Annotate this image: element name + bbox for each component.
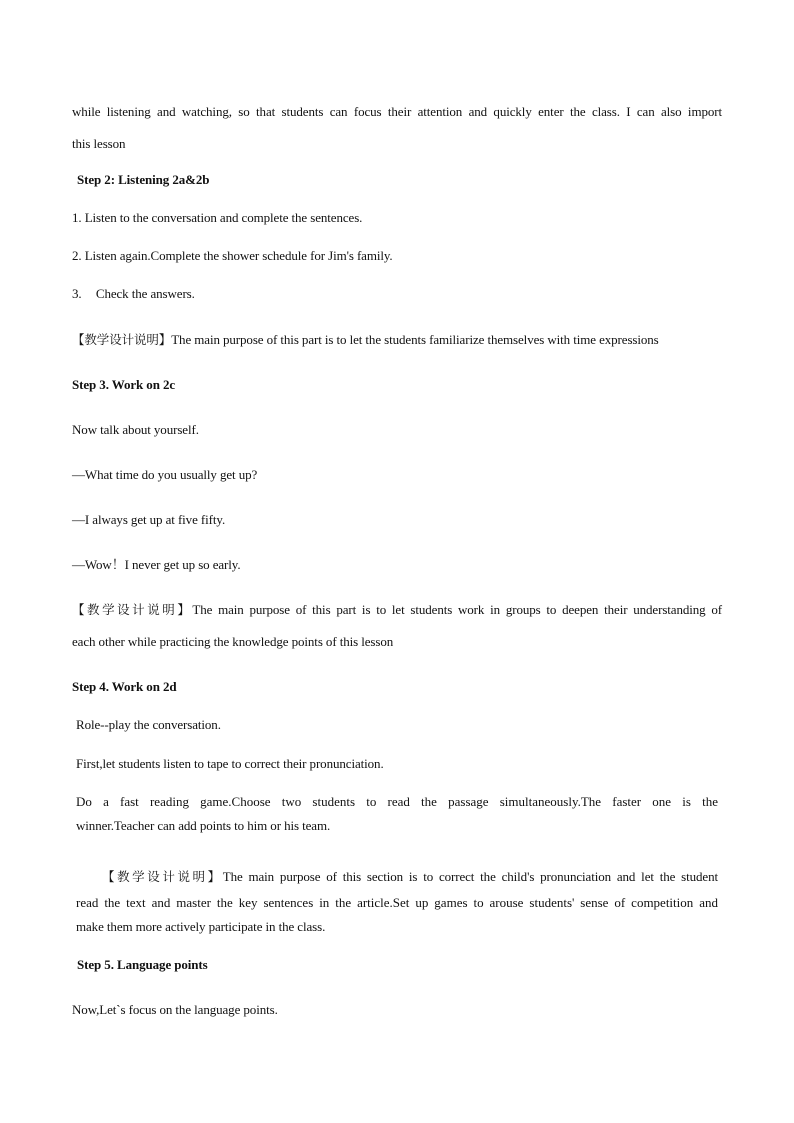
step2-item-3-number: 3.: [72, 286, 82, 301]
step2-item-2: 2. Listen again.Complete the shower schedule for Jim's family.: [72, 248, 393, 263]
step4-line-3b: winner.Teacher can add points to him or his team.: [76, 818, 331, 833]
step4-line-3a: Do a fast reading game.Choose two students to read the passage simultaneously.The faster one is the: [76, 794, 718, 809]
step3-dialog-line-2: —I always get up at five fifty.: [72, 512, 226, 527]
step2-item-3-text: Check the answers.: [95, 286, 195, 301]
step2-item-1: 1. Listen to the conversation and complete the sentences.: [72, 210, 363, 225]
step3-dialog-line-1: —What time do you usually get up?: [72, 467, 258, 482]
step4-line-1: Role--play the conversation.: [76, 717, 221, 732]
step4-design-note-line-2: read the text and master the key sentences in the article.Set up games to arouse students' sense of competition and: [76, 895, 718, 910]
design-note-text: The main purpose of this part is to let students work in groups to deepen their understanding of: [192, 602, 723, 617]
step3-design-note-line-2: each other while practicing the knowledge points of this lesson: [72, 634, 394, 649]
design-note-text: The main purpose of this part is to let the students familiarize themselves with time expressions: [171, 332, 659, 347]
step4-design-note-line-1: [102, 869, 718, 885]
step5-heading: Step 5. Language points: [77, 957, 208, 972]
intro-line-1: while listening and watching, so that students can focus their attention and quickly enter the class. I can also import: [72, 104, 722, 119]
design-note-text: The main purpose of this section is to correct the child's pronunciation and let the student: [222, 869, 718, 884]
step3-dialog-line-3: —Wow！I never get up so early.: [72, 557, 241, 572]
design-note-tag: 【教学设计说明】: [72, 602, 193, 617]
design-note-tag: 【教学设计说明】: [102, 869, 223, 884]
design-note-tag: 【教学设计说明】: [72, 332, 172, 347]
step3-heading: Step 3. Work on 2c: [72, 377, 176, 392]
step4-design-note-line-3: make them more actively participate in the class.: [76, 919, 326, 934]
step4-heading: Step 4. Work on 2d: [72, 679, 177, 694]
step2-design-note: [72, 332, 659, 348]
step3-design-note-line-1: [72, 602, 722, 618]
step4-line-2: First,let students listen to tape to correct their pronunciation.: [76, 756, 384, 771]
step2-heading: Step 2: Listening 2a&2b: [77, 172, 210, 187]
step2-item-3: [72, 286, 195, 302]
step5-line-1: Now,Let`s focus on the language points.: [72, 1002, 278, 1017]
step3-prompt: Now talk about yourself.: [72, 422, 199, 437]
intro-line-2: this lesson: [72, 136, 126, 151]
